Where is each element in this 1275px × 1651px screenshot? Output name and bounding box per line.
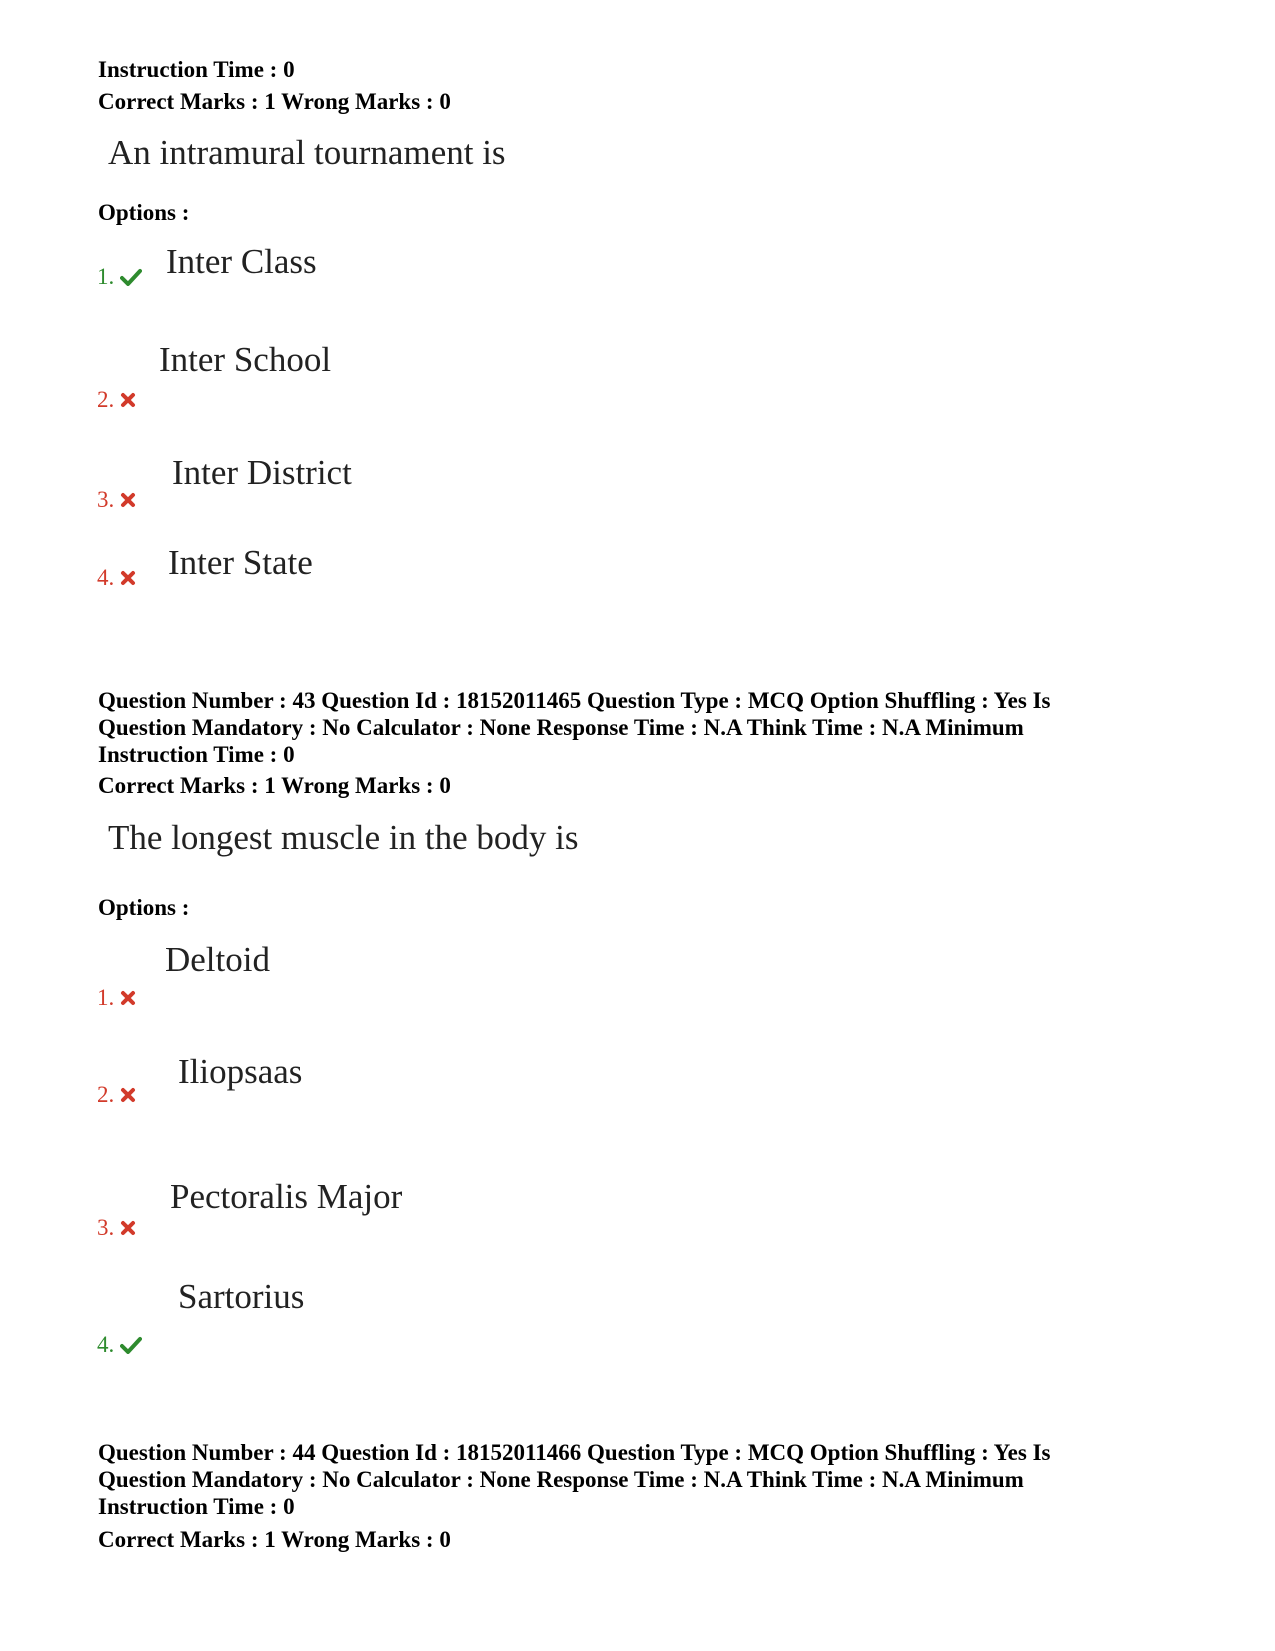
q43-option-number-1: 1.: [97, 985, 136, 1011]
q44-header-line3: Instruction Time : 0: [98, 1494, 295, 1519]
cross-icon: [120, 1087, 136, 1103]
check-icon: [120, 268, 142, 286]
q43-question-text: The longest muscle in the body is: [108, 818, 579, 857]
q43-option-text-2: Iliopsaas: [178, 1052, 303, 1091]
q43-option-number-4: 4.: [97, 1332, 142, 1358]
q43-header-line2: Question Mandatory : No Calculator : None Response Time : N.A Think Time : N.A Minimum: [98, 715, 1024, 740]
q43-option-number-3: 3.: [97, 1215, 136, 1241]
marks-line: Correct Marks : 1 Wrong Marks : 0: [98, 89, 451, 114]
option-text-1: Inter Class: [166, 242, 317, 281]
q43-option-number-2: 2.: [97, 1082, 136, 1108]
options-label: Options :: [98, 200, 190, 225]
option-number-4: 4.: [97, 565, 136, 591]
q44-header-line1: Question Number : 44 Question Id : 18152011466 Question Type : MCQ Option Shuffling : Yes Is: [98, 1440, 1051, 1465]
question-text: An intramural tournament is: [108, 133, 506, 172]
option-number-2: 2.: [97, 387, 136, 413]
q43-option-text-1: Deltoid: [165, 940, 270, 979]
option-text-3: Inter District: [172, 453, 352, 492]
cross-icon: [120, 570, 136, 586]
option-text-2: Inter School: [159, 340, 332, 379]
q44-header-line2: Question Mandatory : No Calculator : None Response Time : N.A Think Time : N.A Minimum: [98, 1467, 1024, 1492]
q43-header-line3: Instruction Time : 0: [98, 742, 295, 767]
q43-option-text-3: Pectoralis Major: [170, 1177, 403, 1216]
cross-icon: [120, 392, 136, 408]
q43-options-label: Options :: [98, 895, 190, 920]
option-number-3: 3.: [97, 487, 136, 513]
check-icon: [120, 1336, 142, 1354]
instruction-time: Instruction Time : 0: [98, 57, 295, 82]
q43-header-line1: Question Number : 43 Question Id : 18152011465 Question Type : MCQ Option Shuffling : Yes Is: [98, 688, 1051, 713]
q44-marks-line: Correct Marks : 1 Wrong Marks : 0: [98, 1527, 451, 1552]
option-number-1: 1.: [97, 264, 142, 290]
q43-option-text-4: Sartorius: [178, 1277, 305, 1316]
option-text-4: Inter State: [168, 543, 313, 582]
cross-icon: [120, 990, 136, 1006]
cross-icon: [120, 1220, 136, 1236]
q43-marks-line: Correct Marks : 1 Wrong Marks : 0: [98, 773, 451, 798]
cross-icon: [120, 492, 136, 508]
